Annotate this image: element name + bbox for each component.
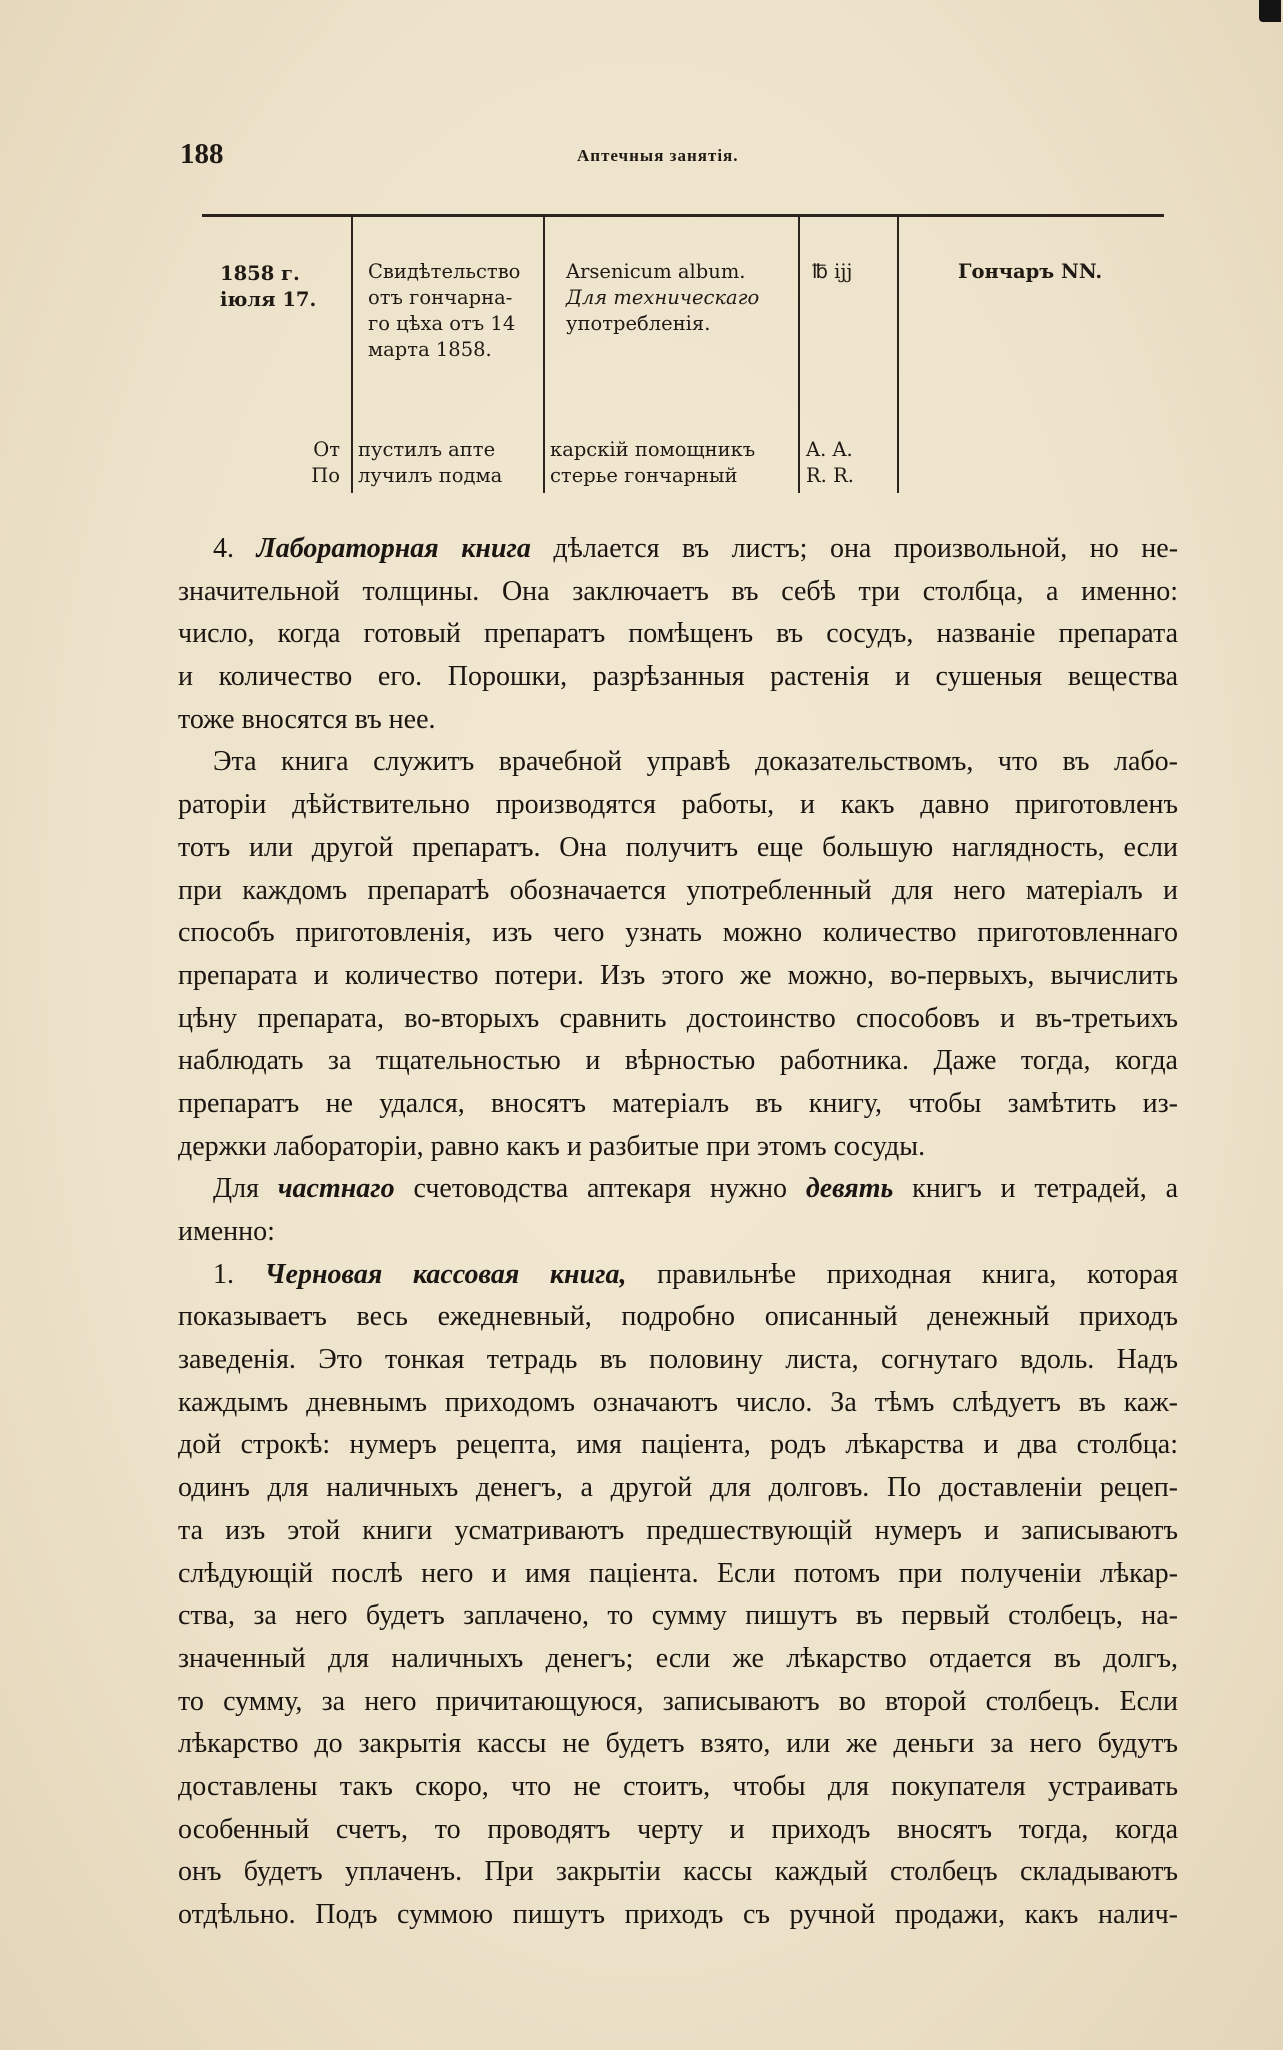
text-line: особенный счетъ, то проводятъ черту и приходъ вносятъ тогда, когда bbox=[178, 1813, 1178, 1845]
text-line: дой строкѣ: нумеръ рецепта, имя паціента, родъ лѣкарства и два столбца: bbox=[178, 1429, 1178, 1461]
text-line: раторіи дѣйствительно производятся работы, и какъ давно приготовленъ bbox=[178, 789, 1178, 821]
text-line: именно: bbox=[178, 1216, 275, 1247]
text-run: счетоводства аптекаря нужно bbox=[394, 1173, 806, 1205]
text-line: препаратъ не удался, вносятъ матеріалъ въ книгу, чтобы замѣтить из- bbox=[178, 1087, 1178, 1119]
cell-document bbox=[368, 259, 520, 363]
cell-bottom-document bbox=[358, 437, 502, 489]
text-line bbox=[178, 1254, 1178, 1297]
cell-line: A. A. bbox=[806, 438, 853, 461]
text-line: одинъ для наличныхъ денегъ, а другой для долговъ. По доставленіи рецеп- bbox=[178, 1472, 1178, 1504]
ledger-table bbox=[202, 217, 1164, 493]
text-line: заведенія. Это тонкая тетрадь въ половину листа, согнутаго вдоль. Надъ bbox=[178, 1344, 1178, 1376]
text-line: тотъ или другой препаратъ. Она получитъ еще большую наглядность, если bbox=[178, 831, 1178, 863]
emphasis: частнаго bbox=[277, 1173, 395, 1205]
text-line: та изъ этой книги усматриваютъ предшествующій нумеръ и записываютъ bbox=[178, 1514, 1178, 1546]
cell-line: По bbox=[311, 464, 340, 487]
text-run: правильнѣе приходная книга, которая bbox=[626, 1258, 1179, 1290]
text-line: слѣдующій послѣ него и имя паціента. Если потомъ при полученіи лѣкар- bbox=[178, 1557, 1178, 1589]
text-line: онъ будетъ уплаченъ. При закрытіи кассы каждый столбецъ складываютъ bbox=[178, 1856, 1178, 1888]
text-line: держки лабораторіи, равно какъ и разбитые при этомъ сосуды. bbox=[178, 1130, 926, 1162]
page-number: 188 bbox=[180, 138, 224, 170]
cell-drug bbox=[566, 259, 759, 337]
cell-line: Для техническаго bbox=[566, 286, 760, 309]
cell-line: употребленія. bbox=[566, 312, 711, 335]
column-divider bbox=[351, 217, 353, 493]
text-line: лѣкарство до закрытія кассы не будетъ взято, или же деньги за него будутъ bbox=[178, 1728, 1178, 1760]
item-number: 1. bbox=[213, 1258, 234, 1290]
text-line: цѣну препарата, во-вторыхъ сравнить достоинство способовъ и въ-третьихъ bbox=[178, 1002, 1178, 1034]
body-text bbox=[178, 528, 1178, 1937]
item-title: Лабораторная книга bbox=[256, 533, 531, 564]
cell-line: го цѣха отъ 14 bbox=[368, 312, 516, 335]
text-line bbox=[178, 1168, 1178, 1211]
cell-line: R. R. bbox=[806, 464, 854, 487]
text-line: при каждомъ препаратѣ обозначается употребленный для него матеріалъ и bbox=[178, 874, 1178, 906]
text-line: ства, за него будетъ заплачено, то сумму пишутъ въ первый столбецъ, на- bbox=[178, 1600, 1178, 1632]
cell-date bbox=[220, 261, 316, 313]
text-line: показываетъ весь ежедневный, подробно описанный денежный приходъ bbox=[178, 1301, 1178, 1333]
text-run: дѣлается въ листъ; она произвольной, но не- bbox=[530, 533, 1179, 564]
text-run: Для bbox=[213, 1173, 278, 1205]
text-line: тоже вносятся въ нее. bbox=[178, 703, 436, 735]
text-line: отдѣльно. Подъ суммою пишутъ приходъ съ ручной продажи, какъ налич- bbox=[178, 1899, 1178, 1930]
cell-line: лучилъ подма bbox=[358, 464, 503, 487]
cell-line: пустилъ апте bbox=[358, 438, 496, 461]
column-divider bbox=[543, 217, 545, 493]
cell-line: От bbox=[313, 438, 340, 461]
text-line: значенный для наличныхъ денегъ; если же лѣкарство отдается въ долгъ, bbox=[178, 1642, 1178, 1674]
item-title: Черновая кассовая книга, bbox=[264, 1258, 627, 1290]
cell-recipient: Гончаръ NN. bbox=[958, 260, 1103, 283]
text-line: то сумму, за него причитающуюся, записываютъ во второй столбецъ. Если bbox=[178, 1685, 1178, 1717]
text-line: Эта книга служитъ врачебной управѣ доказательствомъ, что въ лабо- bbox=[213, 746, 1178, 778]
text-line: препарата и количество потери. Изъ этого же можно, во-первыхъ, вычислить bbox=[178, 959, 1178, 991]
running-title: Аптечныя занятія. bbox=[577, 146, 739, 165]
text-line: способъ приготовленія, изъ чего узнать можно количество приготовленнаго bbox=[178, 917, 1178, 949]
text-line: каждымъ дневнымъ приходомъ означаютъ число. За тѣмъ слѣдуетъ въ каж- bbox=[178, 1386, 1178, 1418]
scan-corner-mark bbox=[1259, 0, 1281, 22]
cell-bottom-drug bbox=[550, 437, 755, 489]
text-line: число, когда готовый препаратъ помѣщенъ въ сосудъ, названіе препарата bbox=[178, 618, 1178, 650]
column-divider bbox=[897, 217, 899, 493]
text-run: книгъ и тетрадей, а bbox=[893, 1173, 1178, 1205]
text-line: и количество его. Порошки, разрѣзанныя растенія и сушеныя вещества bbox=[178, 661, 1178, 693]
page-header bbox=[180, 138, 1180, 178]
cell-line: 1858 г. bbox=[220, 262, 300, 285]
text-line: доставлены такъ скоро, что не стоитъ, чтобы для покупателя устраивать bbox=[178, 1770, 1178, 1802]
cell-bottom-date bbox=[242, 437, 340, 489]
cell-quantity: ℔ ijj bbox=[812, 260, 853, 283]
cell-line: Свидѣтельство bbox=[368, 260, 521, 283]
cell-line: Arsenicum album. bbox=[566, 260, 746, 283]
text-line: наблюдать за тщательностью и вѣрностью работника. Даже тогда, когда bbox=[178, 1045, 1178, 1077]
cell-line: отъ гончарна- bbox=[368, 286, 513, 309]
cell-line: карскій помощникъ bbox=[550, 438, 756, 461]
emphasis: девять bbox=[805, 1173, 894, 1205]
column-divider bbox=[798, 217, 800, 493]
cell-line: стерье гончарный bbox=[550, 464, 738, 487]
cell-bottom-quantity bbox=[806, 437, 854, 489]
text-line: значительной толщины. Она заключаетъ въ себѣ три столбца, а именно: bbox=[178, 575, 1178, 607]
cell-line: іюля 17. bbox=[220, 288, 317, 311]
item-number: 4. bbox=[213, 533, 234, 564]
text-line bbox=[178, 528, 1178, 571]
cell-line: марта 1858. bbox=[368, 338, 492, 361]
